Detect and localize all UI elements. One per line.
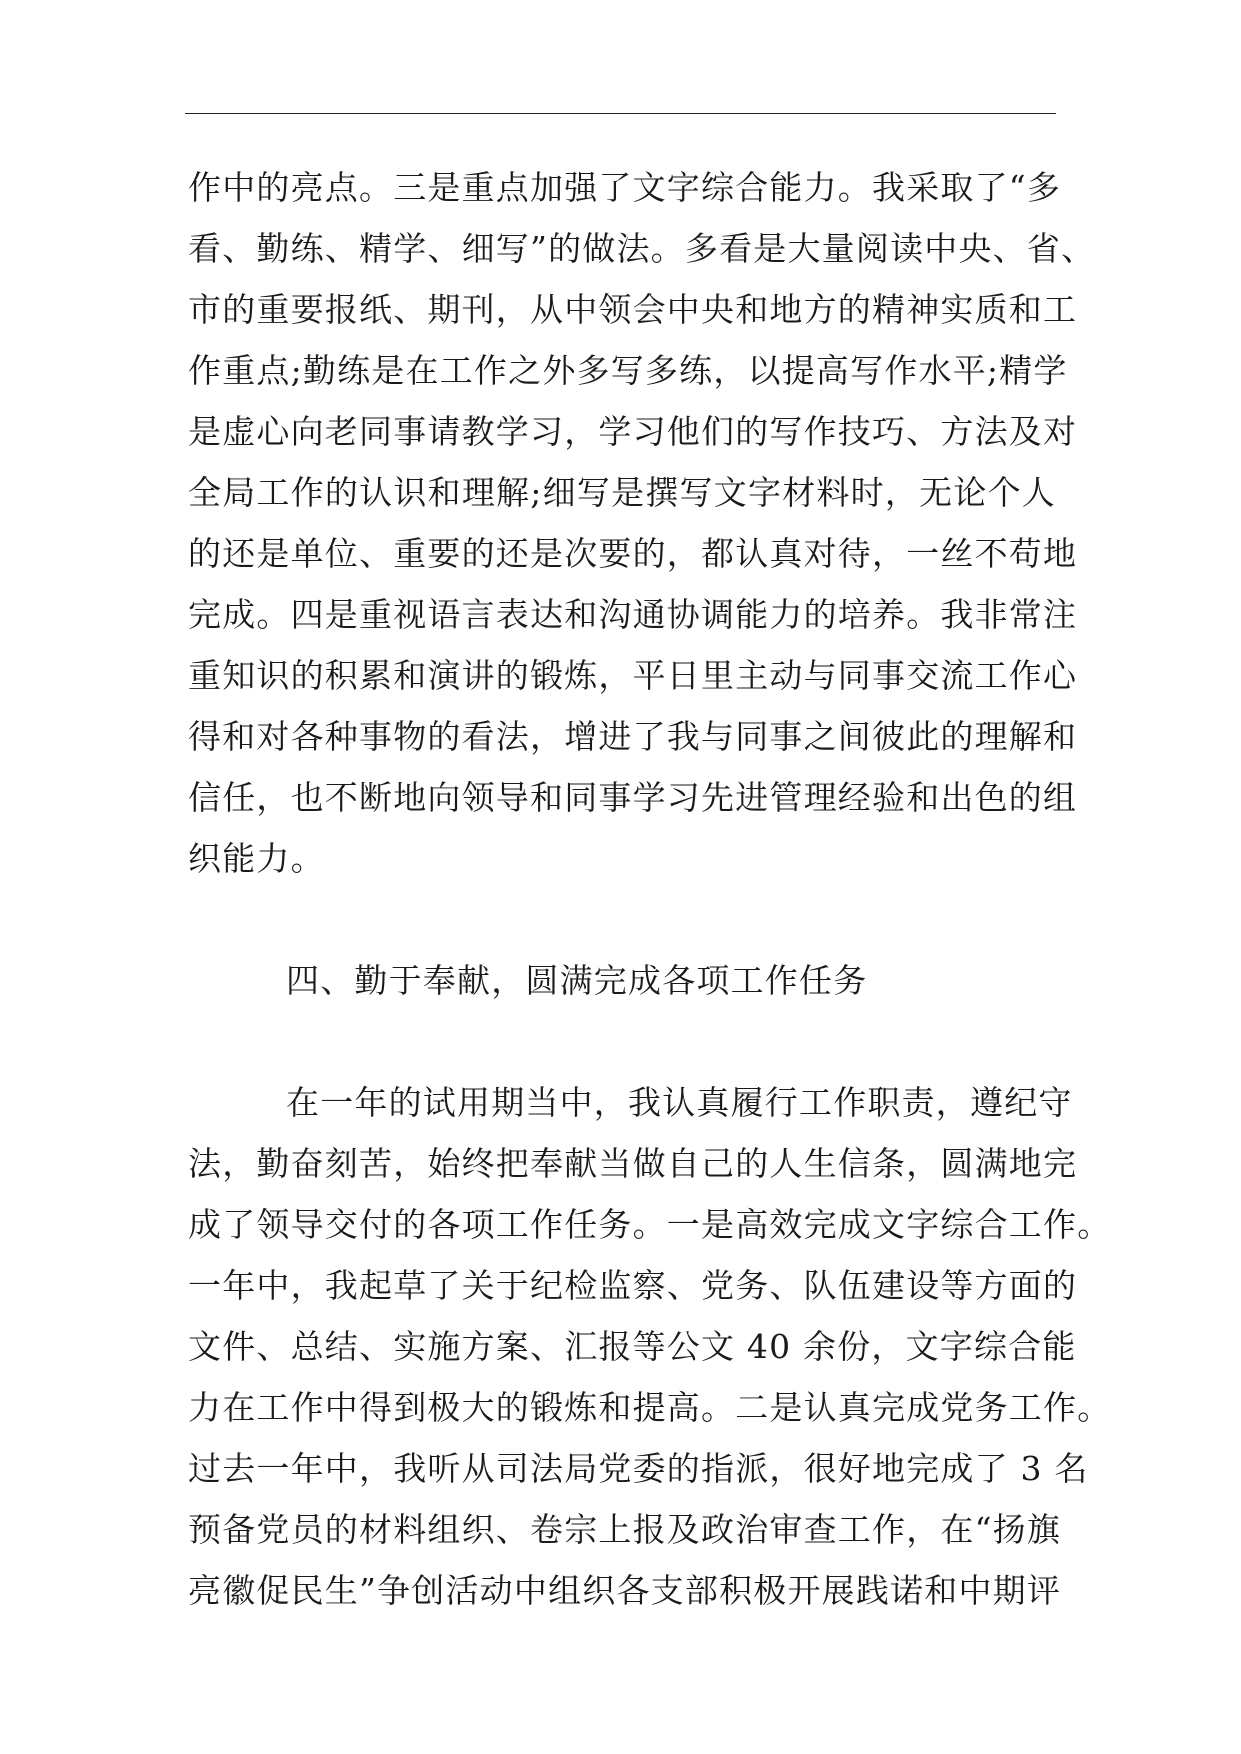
- body-text-line: 的还是单位、重要的还是次要的，都认真对待，一丝不苟地: [188, 534, 1078, 573]
- body-text-line: 织能力。: [188, 839, 325, 878]
- body-text-line: 得和对各种事物的看法，增进了我与同事之间彼此的理解和: [188, 717, 1078, 756]
- body-text-line: 亮徽促民生”争创活动中组织各支部积极开展践诺和中期评: [188, 1571, 1062, 1610]
- section-heading: 四、勤于奉献，圆满完成各项工作任务: [286, 961, 868, 1000]
- header-rule: [185, 113, 1056, 114]
- body-text-line: 一年中，我起草了关于纪检监察、党务、队伍建设等方面的: [188, 1266, 1078, 1305]
- body-text-line: 预备党员的材料组织、卷宗上报及政治审查工作，在“扬旗: [188, 1510, 1062, 1549]
- body-text-line: 是虚心向老同事请教学习，学习他们的写作技巧、方法及对: [188, 412, 1078, 451]
- body-text-line: 市的重要报纸、期刊，从中领会中央和地方的精神实质和工: [188, 290, 1078, 329]
- body-text-line: 文件、总结、实施方案、汇报等公文 40 余份，文字综合能: [188, 1327, 1077, 1366]
- body-text-line: 信任，也不断地向领导和同事学习先进管理经验和出色的组: [188, 778, 1078, 817]
- body-text-line: 看、勤练、精学、细写”的做法。多看是大量阅读中央、省、: [188, 229, 1096, 268]
- body-text-line: 力在工作中得到极大的锻炼和提高。二是认真完成党务工作。: [188, 1388, 1112, 1427]
- body-text-line: 成了领导交付的各项工作任务。一是高效完成文字综合工作。: [188, 1205, 1112, 1244]
- body-text-line: 过去一年中，我听从司法局党委的指派，很好地完成了 3 名: [188, 1449, 1089, 1488]
- body-text-line: 全局工作的认识和理解;细写是撰写文字材料时，无论个人: [188, 473, 1056, 512]
- body-text-line: 完成。四是重视语言表达和沟通协调能力的培养。我非常注: [188, 595, 1078, 634]
- body-text-line: 作中的亮点。三是重点加强了文字综合能力。我采取了“多: [188, 168, 1062, 207]
- body-text-line: 法，勤奋刻苦，始终把奉献当做自己的人生信条，圆满地完: [188, 1144, 1078, 1183]
- body-text-line: 重知识的积累和演讲的锻炼，平日里主动与同事交流工作心: [188, 656, 1078, 695]
- body-text-line: 在一年的试用期当中，我认真履行工作职责，遵纪守: [286, 1083, 1073, 1122]
- body-text-line: 作重点;勤练是在工作之外多写多练，以提高写作水平;精学: [188, 351, 1068, 390]
